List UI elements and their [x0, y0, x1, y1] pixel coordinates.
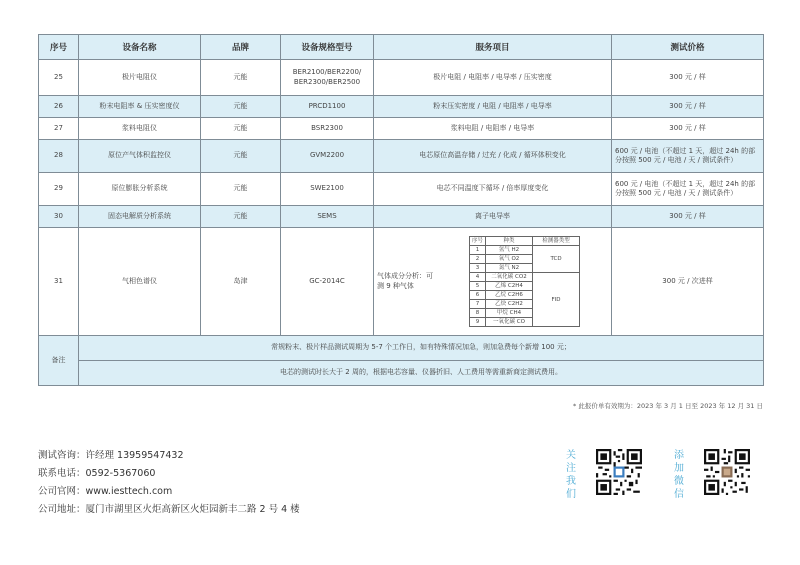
header-device-name: 设备名称 [79, 35, 201, 60]
row-price: 600 元 / 电池（不超过 1 天，超过 24h 的部分按照 500 元 / 电池 / 天 / 测试条件） [612, 173, 764, 206]
row-device-name: 浆料电阻仪 [79, 118, 201, 140]
gas-analysis-cell [374, 228, 612, 336]
wechat-contact-qr-code[interactable] [704, 449, 750, 495]
follow-us-label [564, 449, 578, 501]
gas-kind: 氧气 O2 [486, 255, 533, 264]
row-brand: 元能 [201, 206, 281, 228]
table-row [39, 206, 764, 228]
table-row [39, 228, 764, 336]
row-brand: 元能 [201, 140, 281, 173]
header-brand: 品牌 [201, 35, 281, 60]
row-no: 29 [39, 173, 79, 206]
row-price: 300 元 / 样 [612, 96, 764, 118]
follow-us-char: 注 [566, 463, 576, 474]
contact-phone: 联系电话：0592-5367060 [38, 468, 156, 479]
row-service: 浆料电阻 / 电阻率 / 电导率 [374, 118, 612, 140]
row-device-name: 原位产气体积监控仪 [79, 140, 201, 173]
row-price: 300 元 / 次进样 [612, 228, 764, 336]
row-device-name: 粉末电阻率 & 压实密度仪 [79, 96, 201, 118]
row-model: SWE2100 [281, 173, 374, 206]
header-service: 服务项目 [374, 35, 612, 60]
row-no: 31 [39, 228, 79, 336]
row-brand: 元能 [201, 60, 281, 96]
row-model: BER2100/BER2200/ BER2300/BER2500 [281, 60, 374, 96]
add-wechat-char: 微 [674, 476, 684, 487]
row-brand: 岛津 [201, 228, 281, 336]
contact-info [38, 447, 300, 519]
row-service: 粉末压实密度 / 电阻 / 电阻率 / 电导率 [374, 96, 612, 118]
add-wechat-char: 加 [674, 463, 684, 474]
gas-kind: 乙炔 C2H2 [486, 300, 533, 309]
row-model: BSR2300 [281, 118, 374, 140]
row-device-name: 固态电解质分析系统 [79, 206, 201, 228]
contact-consult: 测试咨询：许经理 13959547432 [38, 450, 184, 461]
gas-table [469, 236, 580, 327]
gas-no: 2 [469, 255, 485, 264]
follow-us-char: 们 [566, 489, 576, 500]
gas-no: 9 [469, 318, 485, 327]
gas-no: 5 [469, 282, 485, 291]
table-header-row [39, 35, 764, 60]
gas-kind: 氮气 N2 [486, 264, 533, 273]
notes-label: 备注 [39, 336, 79, 386]
contact-address: 公司地址：厦门市湖里区火炬高新区火炬园新丰二路 2 号 4 楼 [38, 504, 300, 515]
gas-kind: 乙烷 C2H6 [486, 291, 533, 300]
notes-row [39, 336, 764, 361]
follow-us-char: 我 [566, 476, 576, 487]
row-no: 27 [39, 118, 79, 140]
detector-tcd: TCD [533, 246, 580, 273]
gas-no: 4 [469, 273, 485, 282]
gas-kind: 乙烯 C2H4 [486, 282, 533, 291]
row-model: GVM2200 [281, 140, 374, 173]
add-wechat-char: 信 [674, 489, 684, 500]
gas-no: 8 [469, 309, 485, 318]
row-price: 300 元 / 样 [612, 118, 764, 140]
notes-line-1: 常规粉末、极片样品测试周期为 5-7 个工作日，如有特殊情况加急，则加急费每个新增 100 元； [79, 336, 764, 361]
row-no: 26 [39, 96, 79, 118]
row-service: 离子电导率 [374, 206, 612, 228]
notes-line-2: 电芯的测试时长大于 2 周的，根据电芯容量、仪器折旧、人工费用等需重新商定测试费用。 [79, 361, 764, 386]
row-device-name: 气相色谱仪 [79, 228, 201, 336]
notes-row [39, 361, 764, 386]
validity-note: * 此报价单有效期为：2023 年 3 月 1 日至 2023 年 12 月 31 日 [573, 402, 763, 410]
gas-no: 1 [469, 246, 485, 255]
gas-header-no: 序号 [469, 237, 485, 246]
header-no: 序号 [39, 35, 79, 60]
row-device-name: 极片电阻仪 [79, 60, 201, 96]
table-row [39, 96, 764, 118]
row-price: 300 元 / 样 [612, 60, 764, 96]
add-wechat-char: 添 [674, 450, 684, 461]
row-no: 30 [39, 206, 79, 228]
row-service: 电芯原位高温存储 / 过充 / 化成 / 循环体积变化 [374, 140, 612, 173]
gas-kind: 氢气 H2 [486, 246, 533, 255]
row-brand: 元能 [201, 96, 281, 118]
gas-header-detector: 检测器类型 [533, 237, 580, 246]
row-model: GC-2014C [281, 228, 374, 336]
table-row [39, 118, 764, 140]
wechat-official-qr-code[interactable] [596, 449, 642, 495]
row-model: PRCD1100 [281, 96, 374, 118]
follow-us-char: 关 [566, 450, 576, 461]
add-wechat-label [672, 449, 686, 501]
row-price: 600 元 / 电池（不超过 1 天，超过 24h 的部分按照 500 元 / 电池 / 天 / 测试条件） [612, 140, 764, 173]
row-brand: 元能 [201, 173, 281, 206]
row-model: SEMS [281, 206, 374, 228]
gas-analysis-title: 气体成分分析：可测 9 种气体 [377, 272, 433, 290]
gas-no: 3 [469, 264, 485, 273]
header-model: 设备规格型号 [281, 35, 374, 60]
table-row [39, 140, 764, 173]
table-row [39, 60, 764, 96]
row-no: 28 [39, 140, 79, 173]
row-price: 300 元 / 样 [612, 206, 764, 228]
gas-kind: 甲烷 CH4 [486, 309, 533, 318]
row-service: 极片电阻 / 电阻率 / 电导率 / 压实密度 [374, 60, 612, 96]
price-table [38, 34, 764, 386]
table-row [39, 173, 764, 206]
row-device-name: 原位膨胀分析系统 [79, 173, 201, 206]
detector-fid: FID [533, 273, 580, 327]
contact-website[interactable]: 公司官网：www.iesttech.com [38, 486, 173, 497]
gas-kind: 一氧化碳 CO [486, 318, 533, 327]
row-brand: 元能 [201, 118, 281, 140]
header-price: 测试价格 [612, 35, 764, 60]
gas-kind: 二氧化碳 CO2 [486, 273, 533, 282]
gas-header-kind: 种类 [486, 237, 533, 246]
row-no: 25 [39, 60, 79, 96]
gas-no: 7 [469, 300, 485, 309]
row-service: 电芯不同温度下循环 / 倍率厚度变化 [374, 173, 612, 206]
gas-no: 6 [469, 291, 485, 300]
